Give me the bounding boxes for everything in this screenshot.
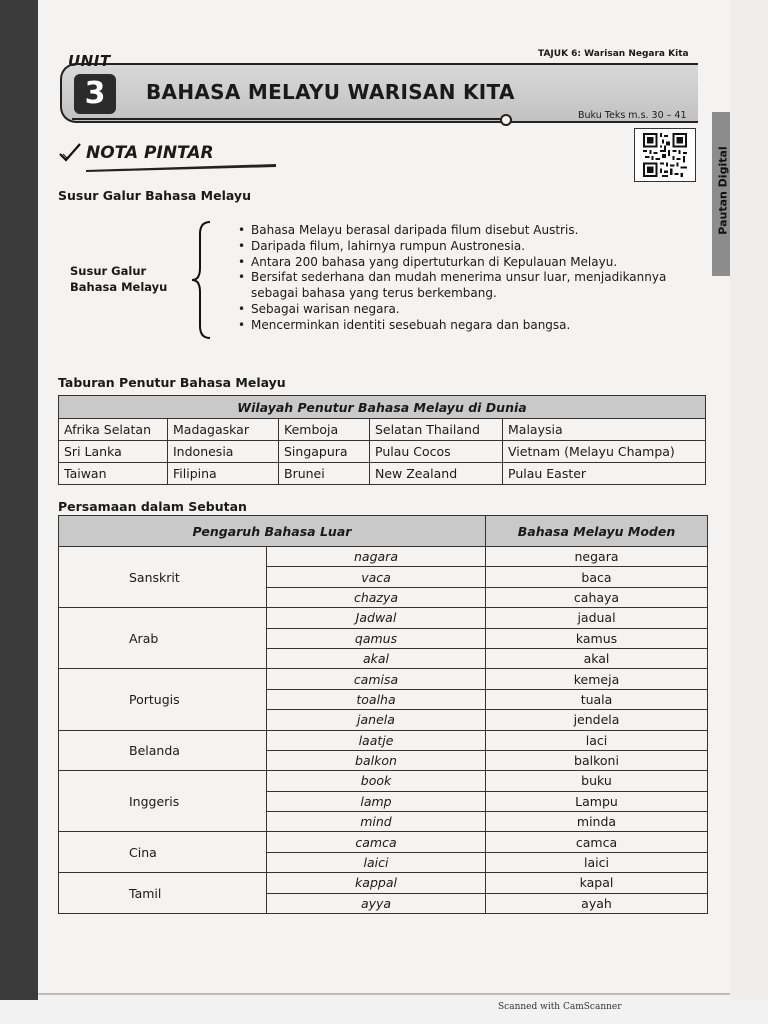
persamaan-heading: Persamaan dalam Sebutan	[58, 499, 247, 514]
scan-footer-area	[0, 1000, 768, 1024]
foreign-word: camca	[267, 832, 486, 852]
modern-word: balkoni	[486, 750, 708, 770]
modern-word: laici	[486, 852, 708, 872]
table-row	[59, 608, 708, 628]
language-origin: Arab	[59, 608, 267, 669]
language-origin: Sanskrit	[59, 547, 267, 608]
language-origin: Portugis	[59, 669, 267, 730]
foreign-word: kappal	[267, 873, 486, 893]
modern-word: jendela	[486, 710, 708, 730]
scanner-watermark: Scanned with CamScanner	[498, 1002, 622, 1012]
foreign-word: akal	[267, 648, 486, 668]
table-row	[59, 419, 706, 441]
foreign-word: qamus	[267, 628, 486, 648]
foreign-word: laici	[267, 852, 486, 872]
foreign-word: vaca	[267, 567, 486, 587]
textbook-reference: Buku Teks m.s. 30 – 41	[578, 110, 687, 121]
table-cell: New Zealand	[370, 463, 503, 485]
nota-underline	[86, 164, 276, 172]
list-item: • Bahasa Melayu berasal daripada filum disebut Austris.	[238, 223, 678, 239]
modern-word: buku	[486, 771, 708, 791]
table-cell: Vietnam (Melayu Champa)	[503, 441, 706, 463]
language-origin: Belanda	[59, 730, 267, 771]
table-row	[59, 730, 708, 750]
susur-galur-list	[238, 223, 678, 334]
table-cell: Malaysia	[503, 419, 706, 441]
foreign-word: balkon	[267, 750, 486, 770]
foreign-word: mind	[267, 812, 486, 832]
modern-word: jadual	[486, 608, 708, 628]
table-cell: Kemboja	[279, 419, 370, 441]
modern-word: laci	[486, 730, 708, 750]
curly-brace-icon	[190, 220, 214, 340]
table-row	[59, 832, 708, 852]
modern-word: minda	[486, 812, 708, 832]
taburan-heading: Taburan Penutur Bahasa Melayu	[58, 375, 286, 390]
unit-label: UNIT	[68, 52, 111, 70]
modern-word: baca	[486, 567, 708, 587]
modern-word: akal	[486, 648, 708, 668]
table-row	[59, 669, 708, 689]
language-origin: Tamil	[59, 873, 267, 914]
page-edge	[38, 993, 730, 995]
speaker-regions-table	[58, 395, 706, 485]
modern-word: kemeja	[486, 669, 708, 689]
modern-word: ayah	[486, 893, 708, 913]
table-cell: Filipina	[168, 463, 279, 485]
side-tab-label: Pautan Digital	[716, 146, 730, 235]
foreign-word: ayya	[267, 893, 486, 913]
table-row	[59, 463, 706, 485]
topic-label: TAJUK 6: Warisan Negara Kita	[538, 49, 689, 59]
modern-word: tuala	[486, 689, 708, 709]
table-cell: Selatan Thailand	[370, 419, 503, 441]
language-origin: Cina	[59, 832, 267, 873]
foreign-word: camisa	[267, 669, 486, 689]
side-tab-digital-link[interactable]	[712, 112, 730, 276]
unit-number: 3	[74, 74, 116, 114]
table-cell: Brunei	[279, 463, 370, 485]
susur-galur-label	[70, 263, 190, 295]
susur-galur-label-line2: Bahasa Melayu	[70, 280, 168, 294]
table-cell: Afrika Selatan	[59, 419, 168, 441]
foreign-word: nagara	[267, 547, 486, 567]
foreign-word: lamp	[267, 791, 486, 811]
table-cell: Pulau Easter	[503, 463, 706, 485]
modern-word: kamus	[486, 628, 708, 648]
modern-word: negara	[486, 547, 708, 567]
table-row	[59, 547, 708, 567]
table-row	[59, 771, 708, 791]
list-item: • Mencerminkan identiti sesebuah negara dan bangsa.	[238, 318, 678, 334]
list-item: • Sebagai warisan negara.	[238, 302, 678, 318]
foreign-word: laatje	[267, 730, 486, 750]
modern-word: cahaya	[486, 587, 708, 607]
list-item: • Antara 200 bahasa yang dipertuturkan di Kepulauan Melayu.	[238, 255, 678, 271]
page-title: BAHASA MELAYU WARISAN KITA	[146, 80, 515, 104]
list-item: • Daripada filum, lahirnya rumpun Austronesia.	[238, 239, 678, 255]
banner-underline	[72, 118, 502, 120]
foreign-word: chazya	[267, 587, 486, 607]
modern-malay-header: Bahasa Melayu Moden	[486, 516, 708, 547]
foreign-word: janela	[267, 710, 486, 730]
table-row	[59, 441, 706, 463]
scan-margin	[730, 0, 768, 1024]
modern-word: Lampu	[486, 791, 708, 811]
modern-word: kapal	[486, 873, 708, 893]
banner-end-dot	[500, 114, 512, 126]
regions-table-header: Wilayah Penutur Bahasa Melayu di Dunia	[59, 396, 706, 419]
table-cell: Taiwan	[59, 463, 168, 485]
table-cell: Pulau Cocos	[370, 441, 503, 463]
table-cell: Indonesia	[168, 441, 279, 463]
nota-pintar-title: NOTA PINTAR	[86, 143, 214, 163]
foreign-word: Jadwal	[267, 608, 486, 628]
qr-code-icon[interactable]	[634, 128, 696, 182]
modern-word: camca	[486, 832, 708, 852]
pronunciation-table	[58, 515, 708, 914]
table-cell: Madagaskar	[168, 419, 279, 441]
foreign-word: toalha	[267, 689, 486, 709]
foreign-influence-header: Pengaruh Bahasa Luar	[59, 516, 486, 547]
table-cell: Singapura	[279, 441, 370, 463]
table-cell: Sri Lanka	[59, 441, 168, 463]
list-item: • Bersifat sederhana dan mudah menerima unsur luar, menjadikannya sebagai bahasa yang terus berkembang.	[238, 270, 678, 302]
language-origin: Inggeris	[59, 771, 267, 832]
checkmark-icon	[58, 142, 82, 164]
foreign-word: book	[267, 771, 486, 791]
susur-galur-label-line1: Susur Galur	[70, 264, 147, 278]
word-table-body	[59, 547, 708, 914]
table-row	[59, 873, 708, 893]
susur-galur-heading: Susur Galur Bahasa Melayu	[58, 188, 251, 203]
